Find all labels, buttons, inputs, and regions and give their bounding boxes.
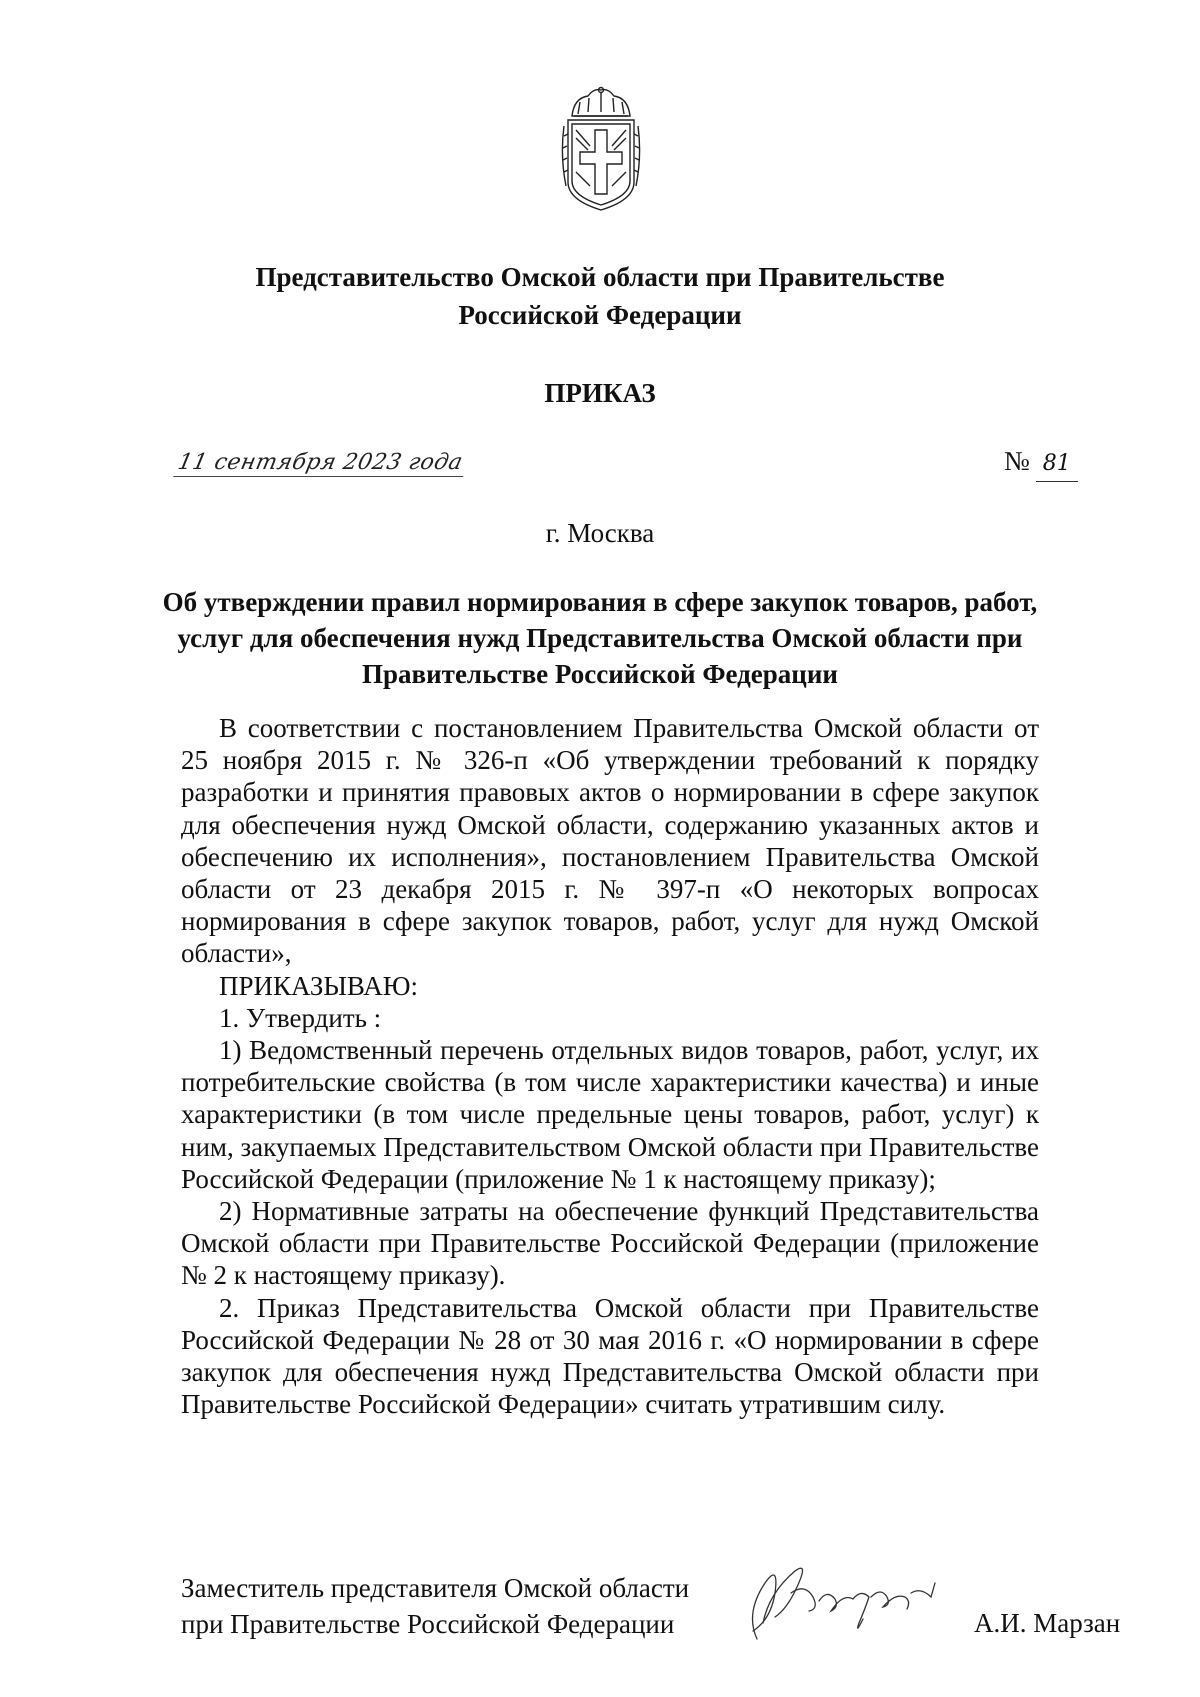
city: г. Москва: [545, 518, 655, 548]
organization-line-2: Российской Федерации: [458, 300, 742, 330]
subject-line-3: Правительстве Российской Федерации: [362, 659, 838, 689]
order-word: ПРИКАЗЫВАЮ:: [219, 970, 418, 1001]
document-body: [181, 712, 1039, 1420]
preamble-paragraph: В соответствии с постановлением Правительства Омской области от 25 ноября 2015 г. № 326-п «Об утверждении требований к порядку разработки и принятия правовых актов о нормировании в сфере закупок для обеспечения нужд Омской области, содержанию указанных актов и обеспечению их исполнения», постановлением Правительства Омской области от 23 декабря 2015 г. № 397-п «О некоторых вопросах нормирования в сфере закупок товаров, работ, услуг для нужд Омской области»,: [181, 713, 1039, 969]
subject-line-1: Об утверждении правил нормирования в сфере закупок товаров, работ,: [162, 587, 1038, 617]
item-1-heading: 1. Утвердить :: [219, 1002, 382, 1033]
item-1-1-paragraph: 1) Ведомственный перечень отдельных видов товаров, работ, услуг, их потребительские свойства (в том числе характеристики качества) и иные характеристики (в том числе предельные цены товаров, работ, услуг) к ним, закупаемых Представительством Омской области при Правительстве Российской Федерации (приложение № 1 к настоящему приказу);: [181, 1035, 1039, 1194]
document-number: [1004, 444, 1078, 482]
position-line-2: при Правительстве Российской Федерации: [181, 1609, 675, 1639]
signatory-name: А.И. Марзан: [974, 1608, 1121, 1638]
item-2-paragraph: 2. Приказ Представительства Омской области при Правительстве Российской Федерации № 28 от 30 мая 2016 г. «О нормировании в сфере закупок для обеспечения нужд Представительства Омской области при Правительстве Российской Федерации» считать утратившим силу.: [181, 1292, 1039, 1420]
document-type: ПРИКАЗ: [544, 378, 656, 408]
handwritten-signature-icon: [735, 1553, 965, 1643]
organization-title: [150, 258, 1050, 334]
number-label: №: [1004, 446, 1030, 476]
item-1-2-paragraph: 2) Нормативные затраты на обеспечение функций Представительства Омской области при Правительстве Российской Федерации (приложение № 2 к настоящему приказу).: [181, 1196, 1039, 1291]
subject-line-2: услуг для обеспечения нужд Представительства Омской области при: [177, 623, 1023, 653]
organization-line-1: Представительство Омской области при Правительстве: [255, 262, 945, 292]
number-value: 81: [1036, 447, 1078, 482]
document-subject: [160, 584, 1040, 692]
signatory-position: [181, 1570, 689, 1642]
handwritten-date: 11 сентября 2023 года: [173, 450, 469, 477]
position-line-1: Заместитель представителя Омской области: [181, 1573, 690, 1603]
coat-of-arms-icon: [558, 86, 644, 214]
